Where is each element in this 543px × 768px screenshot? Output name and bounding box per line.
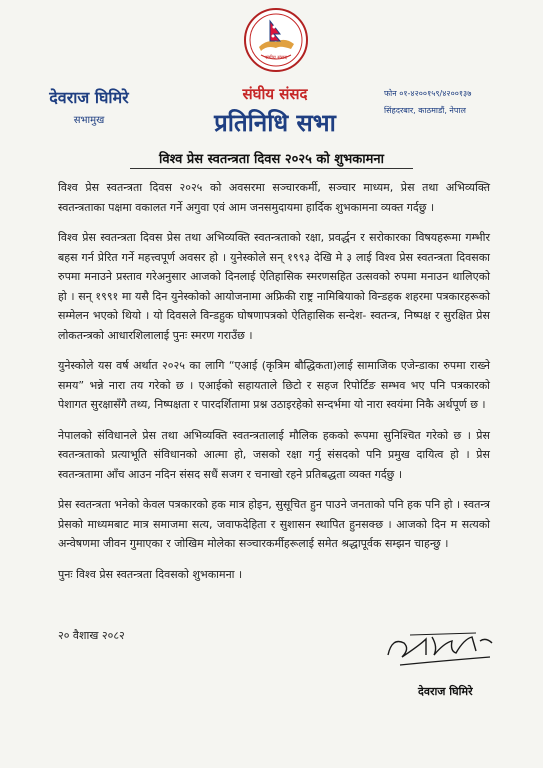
letter-heading: विश्व प्रेस स्वतन्त्रता दिवस २०२५ को शुभकामना (159, 152, 384, 167)
handwritten-signature (380, 615, 500, 675)
contact-phone: फोन ०१-४२००१५९/४२००१३७ (384, 89, 472, 98)
paragraph: प्रेस स्वतन्त्रता भनेको केवल पत्रकारको हक मात्र होइन, सुसूचित हुन पाउने जनताको पनि हक पनि हो । स्वतन्त्र प्रेसको माध्यमबाट मात्र समाजमा सत्य, जवाफदेहिता र सुशासन स्थापित हुनसक्छ । आजको दिन म सत्यको अन्वेषणमा जीवन गुमाएका र जोखिम मोलेका सञ्चारकर्मीहरूलाई समेत श्रद्धापूर्वक सम्झन चाहन्छु । (58, 498, 490, 550)
institution-subtitle: संघीय संसद (242, 85, 308, 103)
speaker-name: देवराज घिमिरे (49, 88, 129, 107)
institution-block (180, 84, 370, 139)
paragraph: विश्व प्रेस स्वतन्त्रता दिवस २०२५ को अवसरमा सञ्चारकर्मी, सञ्चार माध्यम, प्रेस तथा अभिव्यक्ति स्वतन्त्रताका पक्षमा वकालत गर्ने अगुवा एवं आम जनसमुदायमा हार्दिक शुभकामना व्यक्त गर्दछु । (58, 181, 490, 214)
parliament-emblem-icon (244, 8, 308, 72)
contact-block (384, 88, 534, 116)
paragraph: नेपालको संविधानले प्रेस तथा अभिव्यक्ति स्वतन्त्रतालाई मौलिक हकको रूपमा सुनिश्चित गरेको छ । प्रेस स्वतन्त्रताको प्रत्याभूति संविधानको आत्मा हो, जसको रक्षा गर्नु संसदको पनि प्रमुख दायित्व हो । प्रेस स्वतन्त्रतामा आँच आउन नदिन संसद सधैं सजग र चनाखो रहने प्रतिबद्धता व्यक्त गर्दछु । (58, 428, 490, 481)
letter-body (58, 178, 490, 595)
speaker-title: सभामुख (73, 115, 105, 126)
paragraph: युनेस्कोले यस वर्ष अर्थात २०२५ का लागि “एआई (कृत्रिम बौद्धिकता)लाई सामाजिक एजेन्डाका रुपमा राख्ने समय” भन्ने नारा तय गरेको छ । एआईको सहायताले छिटो र सहज रिपोर्टिङ सम्भव भए पनि पत्रकारको पेशागत सुरक्षासँगै तथ्य, निष्पक्षता र पारदर्शितामा प्रश्न उठाइरहेको सन्दर्भमा यो नारा स्वयंमा निकै अर्थपूर्ण छ । (58, 359, 490, 411)
paragraph: विश्व प्रेस स्वतन्त्रता दिवस प्रेस तथा अभिव्यक्ति स्वतन्त्रताको रक्षा, प्रवर्द्धन र सरोकारका विषयहरूमा गम्भीर बहस गर्न प्रेरित गर्ने महत्त्वपूर्ण अवसर हो । युनेस्कोले सन् १९९३ देखि मे ३ लाई विश्व प्रेस स्वतन्त्रता दिवसका रुपमा मनाउने प्रस्ताव गरेअनुसार आजको दिनलाई ऐतिहासिक स्मरणसहित उत्सवको रुपमा मनाउन थालिएको हो । सन् १९९१ मा यसै दिन युनेस्कोको आयोजनामा अफ्रिकी राष्ट्र नामिबियाको विन्डहक शहरमा पत्रकारहरूको सम्मेलन भएको थियो । यो दिवसले विन्डहुक घोषणापत्रको ऐतिहासिक सन्देश- स्वतन्त्र, निष्पक्ष र सुरक्षित प्रेस लोकतन्त्रको आधारशिलालाई पुनः स्मरण गराउँछ । (58, 231, 490, 342)
paragraph: पुनः विश्व प्रेस स्वतन्त्रता दिवसको शुभकामना । (58, 567, 243, 581)
signer-name: देवराज घिमिरे (418, 685, 473, 698)
institution-title: प्रतिनिधि सभा (214, 109, 336, 137)
speaker-block (34, 86, 144, 126)
emblem-graphic (247, 11, 305, 69)
letter-date: २० वैशाख २०८२ (58, 629, 125, 642)
heading-underline (130, 168, 413, 169)
contact-address: सिंहदरबार, काठमाडौं, नेपाल (384, 106, 466, 115)
emblem-text: संघीय संसद (265, 55, 287, 61)
